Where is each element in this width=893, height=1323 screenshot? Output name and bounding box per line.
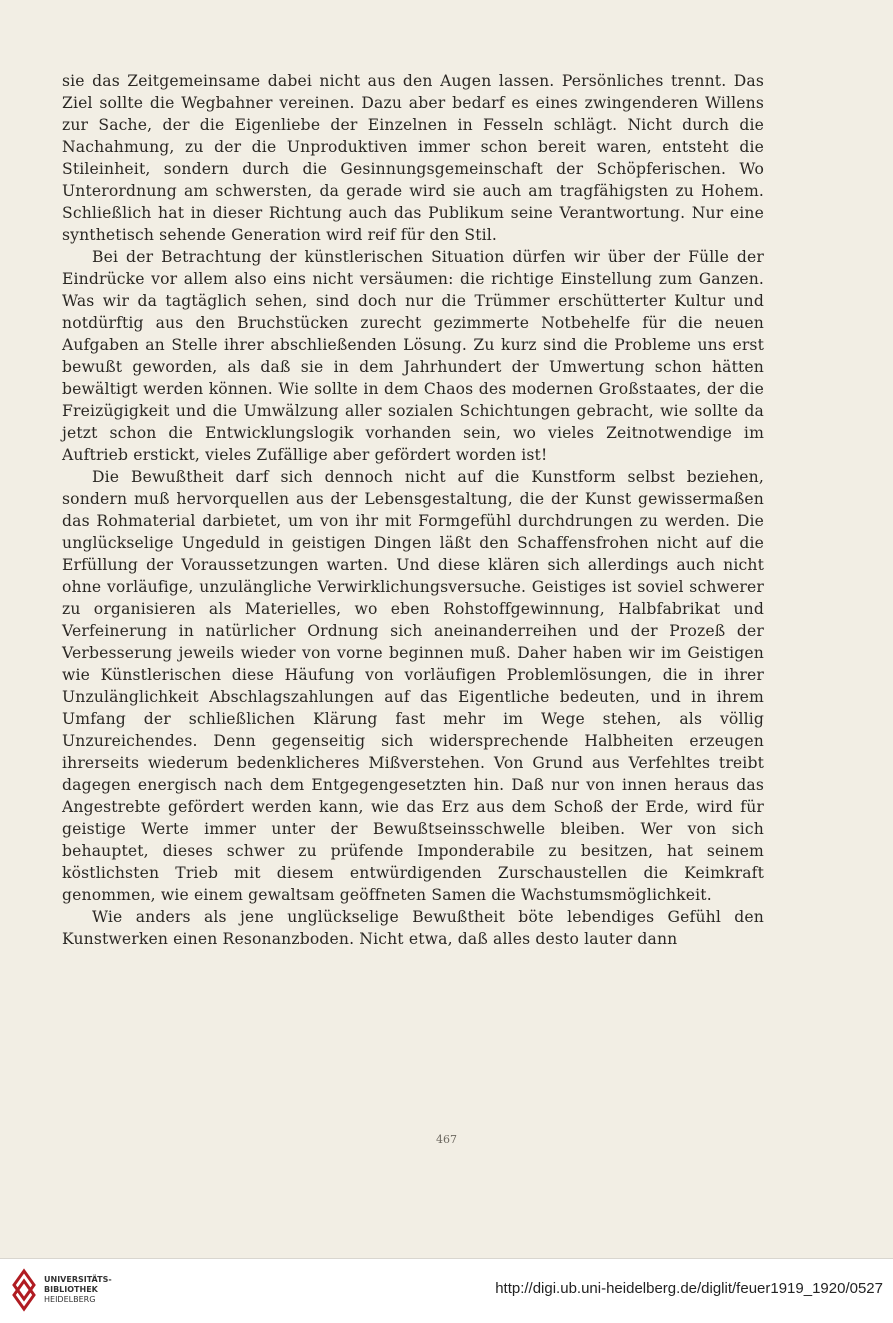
library-name (44, 1275, 112, 1305)
page-number: 467 (436, 1133, 457, 1146)
library-name-line1: UNIVERSITÄTS- (44, 1275, 112, 1284)
paragraph-4: Wie anders als jene unglückselige Bewußtheit böte lebendiges Gefühl den Kunstwerken einen Resonanzboden. Nicht etwa, daß alles desto lauter dann (62, 908, 764, 948)
library-logo-icon (10, 1267, 38, 1313)
footer-bar (0, 1258, 893, 1323)
paragraph-2: Bei der Betrachtung der künstlerischen Situation dürfen wir über der Fülle der Eindrücke vor allem also eins nicht versäumen: die richtige Einstellung zum Ganzen. Was wir da tagtäglich sehen, sind doch nur die Trümmer erschütterter Kultur und notdürftig aus den Bruchstücken zurecht gezimmerte Notbehelfe für die neuen Aufgaben an Stelle ihrer abschließenden Lösung. Zu kurz sind die Probleme uns erst bewußt geworden, als daß sie in dem Jahrhundert der Umwertung schon hätten bewältigt werden können. Wie sollte in dem Chaos des modernen Großstaates, der die Freizügigkeit und die Umwälzung aller sozialen Schichtungen gebracht, wie sollte da jetzt schon die Entwicklungslogik vorhanden sein, wo vieles Zeitnotwendige im Auftrieb erstickt, vieles Zufällige aber gefördert worden ist! (62, 248, 764, 464)
paragraph-3: Die Bewußtheit darf sich dennoch nicht auf die Kunstform selbst beziehen, sondern muß hervorquellen aus der Lebensgestaltung, die der Kunst gewissermaßen das Rohmaterial darbietet, um von ihr mit Formgefühl durchdrungen zu werden. Die unglückselige Ungeduld in geistigen Dingen läßt den Schaffensfrohen nicht auf die Erfüllung der Voraussetzungen warten. Und diese klären sich allerdings auch nicht ohne vorläufige, unzulängliche Verwirklichungsversuche. Geistiges ist soviel schwerer zu organisieren als Materielles, wo eben Rohstoffgewinnung, Halbfabrikat und Verfeinerung in natürlicher Ordnung sich aneinanderreihen und der Prozeß der Verbesserung jeweils wieder von vorne beginnen muß. Daher haben wir im Geistigen wie Künstlerischen diese Häufung von vorläufigen Problemlösungen, die in ihrer Unzulänglichkeit Abschlagszahlungen auf das Eigentliche bedeuten, und in ihrem Umfang der schließlichen Klärung fast mehr im Wege stehen, als völlig Unzureichendes. Denn gegenseitig sich widersprechende Halbheiten erzeugen ihrerseits wiederum bedenklicheres Mißverstehen. Von Grund aus Verfehltes treibt dagegen energisch nach dem Entgegengesetzten hin. Daß nur von innen heraus das Angestrebte gefördert werden kann, wie das Erz aus dem Schoß der Erde, wird für geistige Werte immer unter der Bewußtseinsschwelle bleiben. Wer von sich behauptet, dieses schwer zu prüfende Imponderabile zu besitzen, hat seinem köstlichsten Trieb mit diesem entwürdigenden Zurschaustellen die Keimkraft genommen, wie einem gewaltsam geöffneten Samen die Wachstumsmöglichkeit. (62, 468, 764, 904)
source-url-link[interactable]: http://digi.ub.uni-heidelberg.de/diglit/feuer1919_1920/0527 (495, 1280, 883, 1297)
paragraph-1: sie das Zeitgemeinsame dabei nicht aus den Augen lassen. Persönliches trennt. Das Ziel sollte die Wegbahner vereinen. Dazu aber bedarf es eines zwingenderen Willens zur Sache, der die Eigenliebe der Einzelnen in Fesseln schlägt. Nicht durch die Nachahmung, zu der die Unproduktiven immer schon bereit waren, entsteht die Stileinheit, sondern durch die Gesinnungsgemeinschaft der Schöpferischen. Wo Unterordnung am schwersten, da gerade wird sie auch am tragfähigsten zu Hohem. Schließlich hat in dieser Richtung auch das Publikum seine Verantwortung. Nur eine synthetisch sehende Generation wird reif für den Stil. (62, 72, 764, 244)
library-name-line3: HEIDELBERG (44, 1295, 96, 1304)
library-name-line2: BIBLIOTHEK (44, 1285, 98, 1294)
body-text (62, 70, 764, 950)
